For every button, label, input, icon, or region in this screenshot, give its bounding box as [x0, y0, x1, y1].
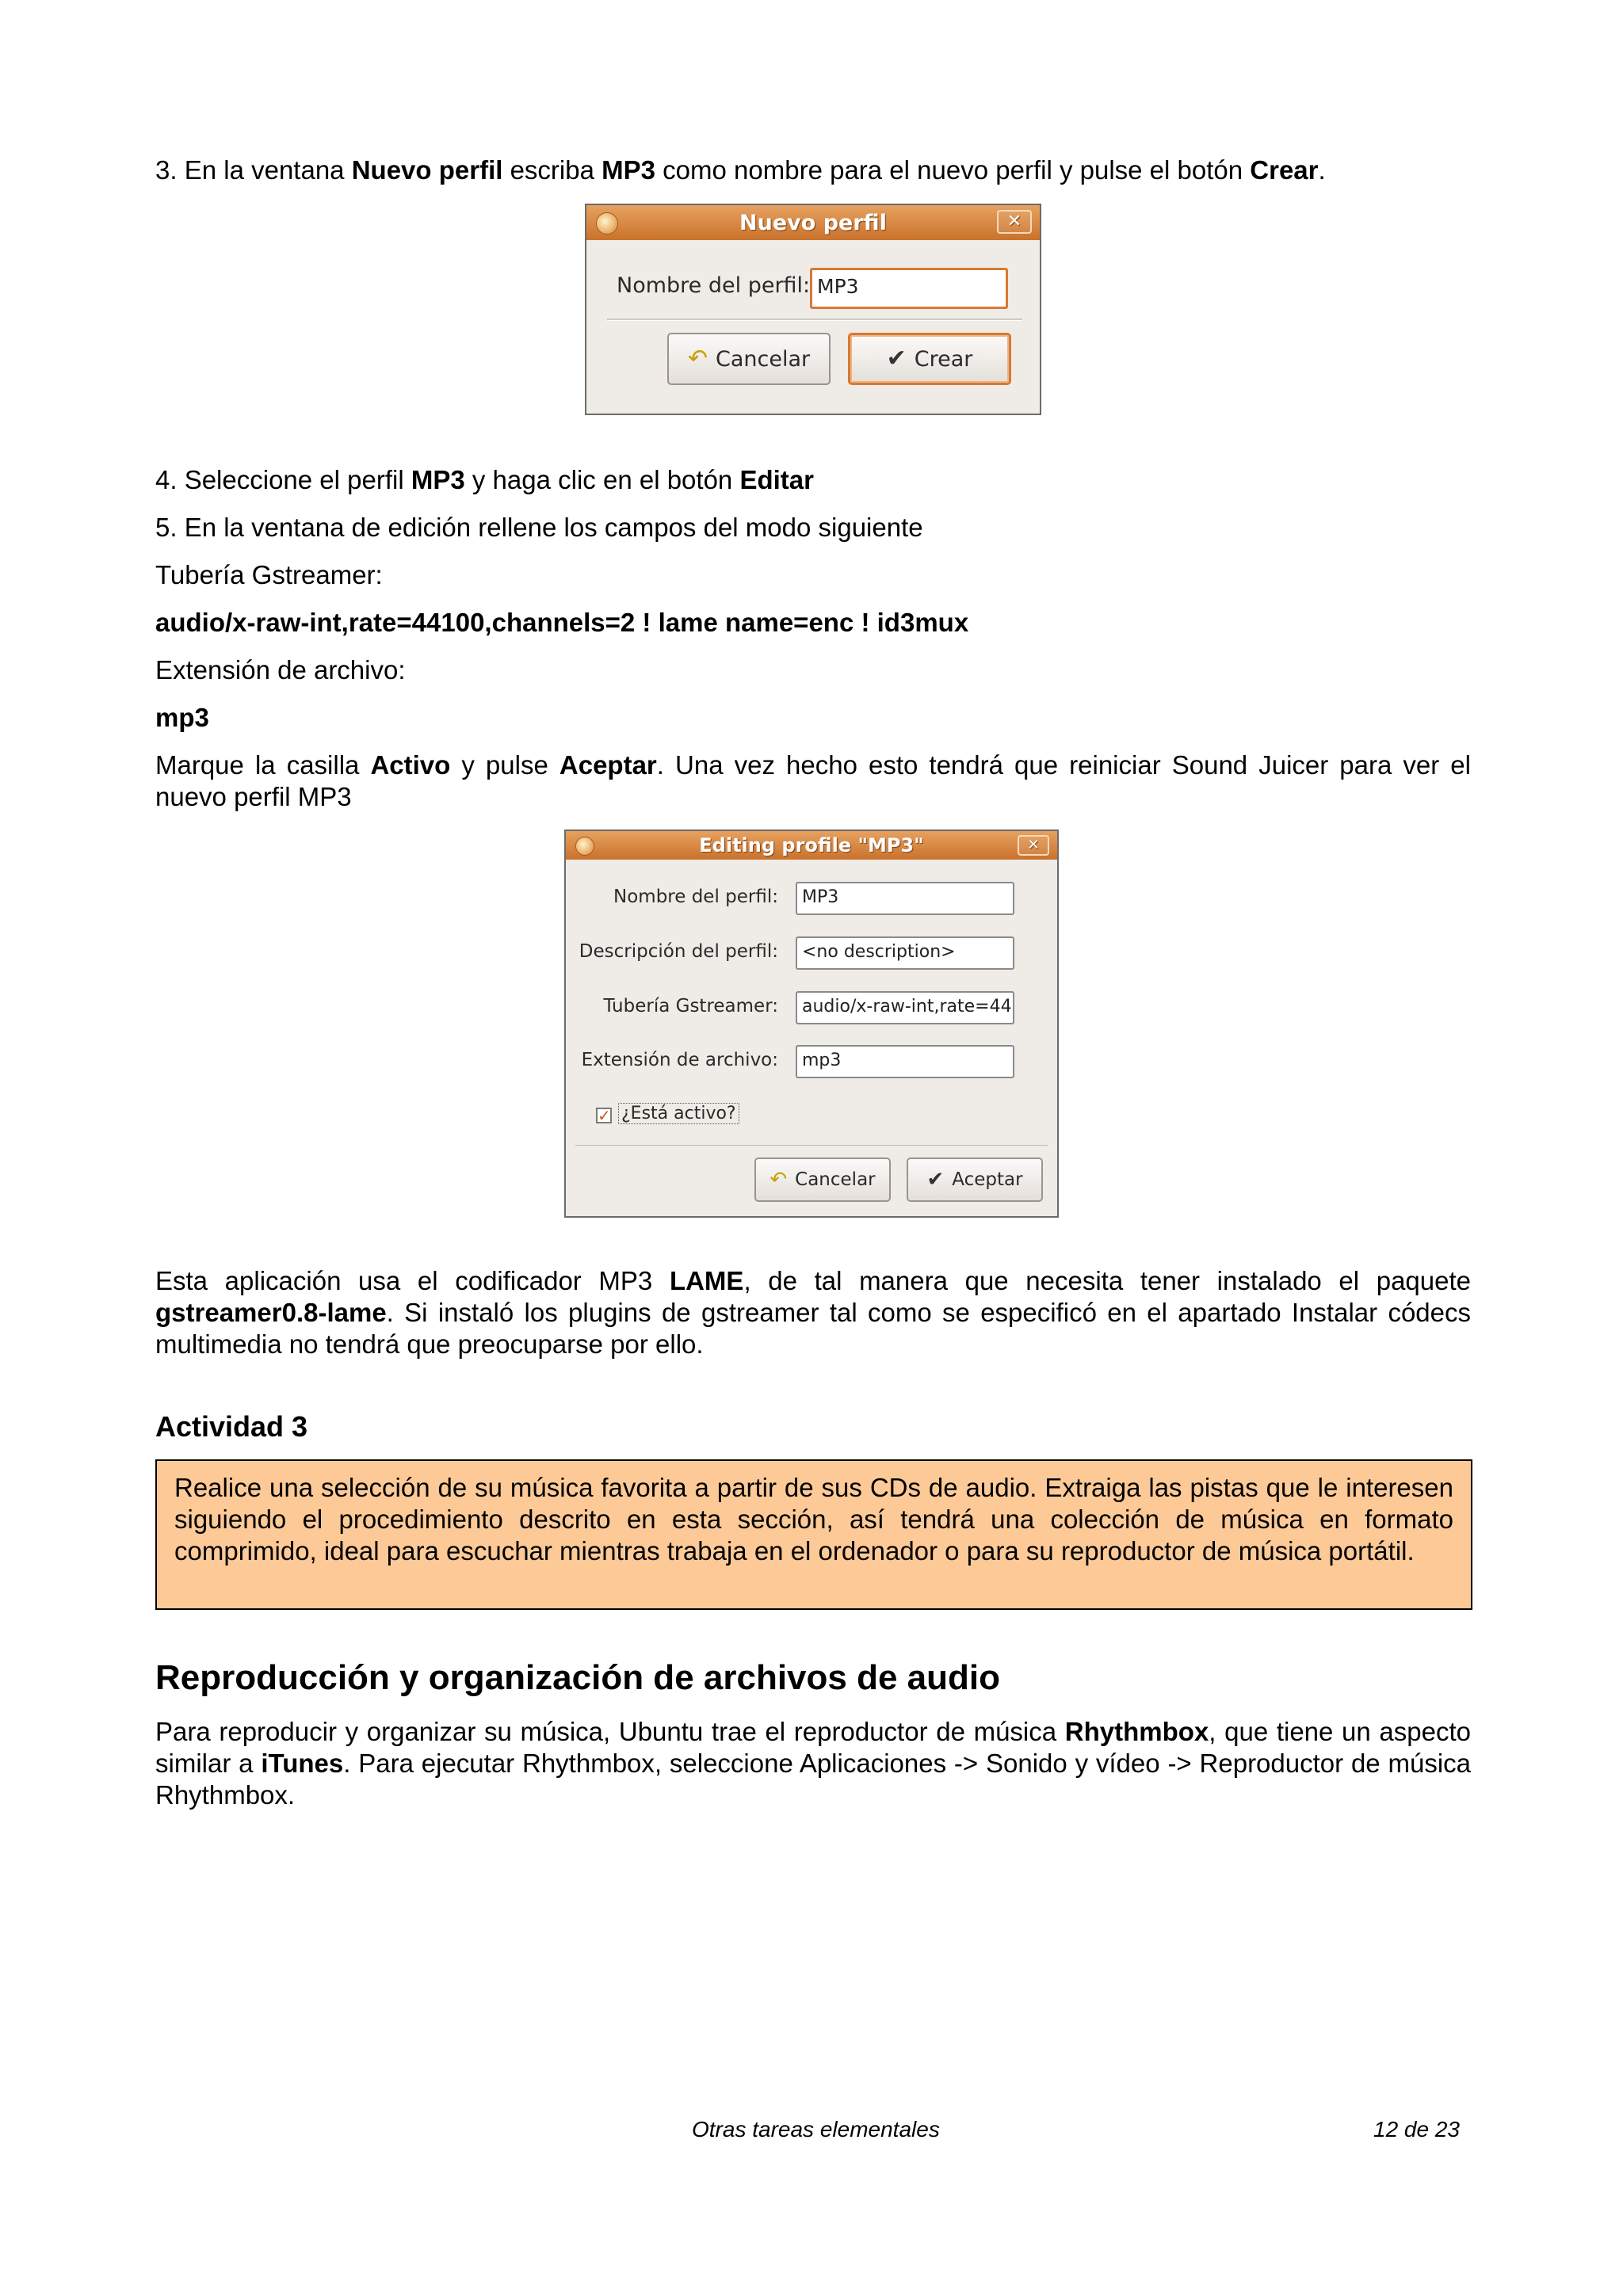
text-run: , de tal manera que necesita tener instalado el paquete — [743, 1266, 1472, 1295]
text-run: . Si instaló los plugins de gstreamer tal como se especificó en el apartado Instalar códecs multimedia no tendrá que preocuparse por ello. — [155, 1298, 1471, 1359]
text-run: y pulse — [461, 750, 548, 780]
dialog-titlebar — [586, 205, 1040, 240]
cancel-label: Cancelar — [716, 346, 811, 372]
window-menu-icon[interactable] — [596, 212, 618, 235]
bold-run: MP3 — [411, 465, 465, 494]
undo-icon: ↶ — [687, 345, 708, 372]
step3-paragraph — [155, 154, 1471, 186]
text-run: . Una vez hecho esto tendrá que reiniciar Sound Juicer para ver el nuevo perfil MP3 — [155, 750, 1471, 811]
bold-run: Rhythmbox — [1064, 1717, 1209, 1746]
bold-run: iTunes — [261, 1749, 344, 1778]
extension-label: Extensión de archivo: — [155, 655, 406, 685]
bold-run: Editar — [739, 465, 814, 494]
bold-run: gstreamer0.8-lame — [155, 1298, 387, 1327]
cancel-button[interactable] — [667, 333, 831, 385]
bold-run: Crear — [1250, 155, 1319, 185]
step5-paragraph: 5. En la ventana de edición rellene los campos del modo siguiente — [155, 513, 923, 542]
bold-run: Nuevo perfil — [351, 155, 503, 185]
section-paragraph — [155, 1716, 1471, 1811]
cancel-button[interactable] — [754, 1158, 891, 1202]
accept-button[interactable] — [907, 1158, 1043, 1202]
active-checkbox[interactable]: ✓ — [598, 1106, 611, 1125]
dialog-title: Nuevo perfil — [739, 210, 887, 235]
text-run: Marque la casilla — [155, 750, 360, 780]
profile-name-input[interactable]: MP3 — [796, 882, 1014, 915]
activity-text: Realice una selección de su música favorita a partir de sus CDs de audio. Extraiga las pistas que le interesen siguiendo el procedimiento descrito en esta sección, así tendrá una colección de música en formato comprimido, ideal para escuchar mientras trabaja en el ordenador o para su reproductor de música portátil. — [174, 1473, 1453, 1566]
text-run: En la ventana — [184, 155, 345, 185]
text-run: , que tiene un aspecto similar a — [155, 1717, 1471, 1778]
step4-paragraph — [155, 464, 1471, 496]
mark-paragraph — [155, 749, 1471, 813]
text-run: Esta aplicación usa el codificador MP3 — [155, 1266, 653, 1295]
window-menu-icon[interactable] — [575, 837, 594, 856]
separator — [575, 1145, 1048, 1147]
pipeline-value: audio/x-raw-int,rate=44100,channels=2 ! lame name=enc ! id3mux — [155, 608, 969, 637]
section-heading: Reproducción y organización de archivos de audio — [155, 1658, 1000, 1697]
footer-title: Otras tareas elementales — [692, 2117, 940, 2142]
bold-run: MP3 — [601, 155, 655, 185]
page-number: 12 de 23 — [1373, 2117, 1460, 2142]
accept-icon: ✔ — [926, 1168, 945, 1192]
profile-name-label: Nombre del perfil: — [617, 273, 811, 298]
lame-paragraph — [155, 1265, 1471, 1360]
cancel-label: Cancelar — [795, 1169, 876, 1190]
pipeline-label: Tubería Gstreamer: — [155, 560, 383, 589]
step-number: 3. — [155, 155, 178, 185]
profile-description-label: Descripción del perfil: — [579, 941, 778, 962]
activity-heading: Actividad 3 — [155, 1410, 308, 1443]
new-profile-dialog — [585, 204, 1041, 415]
profile-description-input[interactable]: <no description> — [796, 936, 1014, 970]
close-button[interactable]: ✕ — [997, 210, 1032, 234]
bold-run: LAME — [669, 1266, 744, 1295]
file-extension-label: Extensión de archivo: — [581, 1050, 778, 1070]
text-run: . Para ejecutar Rhythmbox, seleccione Aplicaciones -> Sonido y vídeo -> Reproductor de música Rhythmbox. — [155, 1749, 1472, 1810]
file-extension-input[interactable]: mp3 — [796, 1045, 1014, 1078]
text-run: 4. Seleccione el perfil — [155, 465, 404, 494]
create-label: Crear — [914, 346, 973, 372]
profile-name-input[interactable]: MP3 — [810, 268, 1008, 309]
gstreamer-pipeline-input[interactable]: audio/x-raw-int,rate=44 — [796, 991, 1014, 1024]
accept-label: Aceptar — [952, 1169, 1023, 1190]
text-run: . — [1318, 155, 1326, 185]
undo-icon: ↶ — [769, 1168, 788, 1192]
create-button[interactable] — [848, 333, 1011, 385]
activity-box — [155, 1459, 1472, 1610]
gstreamer-pipeline-label: Tubería Gstreamer: — [603, 996, 778, 1016]
text-run: escriba — [510, 155, 594, 185]
text-run: Para reproducir y organizar su música, Ubuntu trae el reproductor de música — [155, 1717, 1057, 1746]
text-run: y haga clic en el botón — [472, 465, 733, 494]
profile-name-label: Nombre del perfil: — [613, 887, 778, 907]
dialog-title: Editing profile "MP3" — [699, 834, 924, 856]
bold-run: Activo — [370, 750, 451, 780]
text-run: como nombre para el nuevo perfil y pulse el botón — [663, 155, 1243, 185]
dialog-titlebar — [566, 831, 1057, 860]
close-button[interactable]: ✕ — [1018, 835, 1049, 856]
separator — [607, 318, 1022, 321]
check-icon: ✔ — [886, 345, 907, 372]
active-checkbox-label[interactable]: ¿Está activo? — [618, 1103, 739, 1124]
bold-run: Aceptar — [559, 750, 657, 780]
extension-value: mp3 — [155, 703, 209, 732]
edit-profile-dialog — [564, 830, 1059, 1218]
